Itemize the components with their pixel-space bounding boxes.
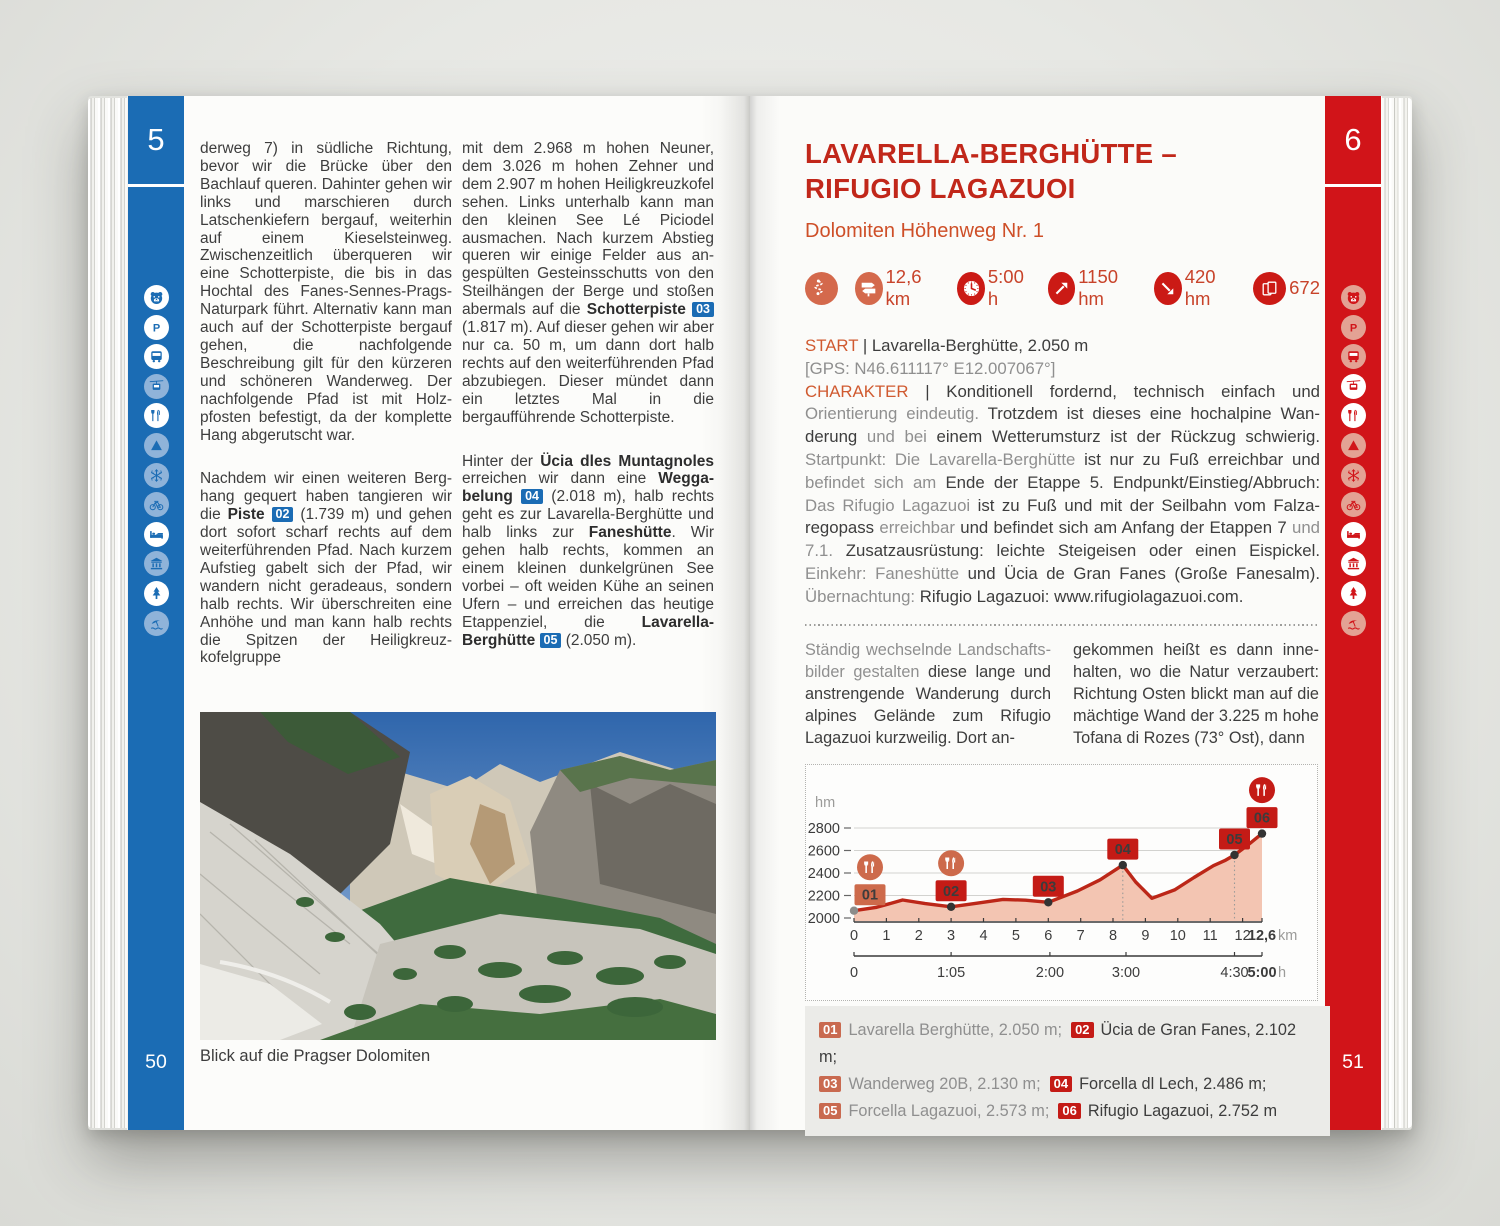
route-header [805, 136, 1320, 749]
bus-icon [1341, 344, 1366, 369]
bus-icon [144, 344, 169, 369]
page-stack-right [1382, 98, 1412, 1128]
svg-text:2600: 2600 [807, 843, 840, 860]
bike-icon [1341, 492, 1366, 517]
svg-text:0: 0 [849, 928, 859, 944]
svg-text:06: 06 [1253, 810, 1271, 827]
parking-icon [144, 315, 169, 340]
svg-text:4:30: 4:30 [1220, 965, 1249, 981]
tree-icon [144, 581, 169, 606]
svg-text:2: 2 [914, 928, 923, 944]
museum-icon [1341, 551, 1366, 576]
stage-number: 5 [147, 122, 165, 157]
stat-value: 1150 hm [1078, 266, 1119, 309]
text-column-1 [200, 140, 452, 693]
parking-icon [1341, 315, 1366, 340]
svg-text:0: 0 [849, 965, 859, 981]
right-sidebar [1325, 96, 1381, 1130]
svg-text:05: 05 [1226, 832, 1243, 848]
mountain-icon [1341, 433, 1366, 458]
route-description [200, 140, 714, 693]
legend-line [819, 1017, 1320, 1071]
svg-text:02: 02 [943, 883, 960, 900]
elevation-profile [805, 764, 1318, 1001]
bed-icon [144, 522, 169, 547]
stage-tab [1325, 96, 1381, 187]
paragraph: derweg 7) in südliche Richtung, bevor wir die Brücke über den Bachlauf queren. Dahinter gehen wir links und marschieren durch Latschenkiefern bergauf, weiterhin auf einem Kieselsteinweg. Zwischenzeitlich überqueren wir eine Schotterpiste, die bis in das Hochtal des Fanes-Sennes-Prags-Naturpark führt. Alternativ kann man auch auf der Schotterpiste bergauf gehen, die nachfolgende Beschreibung gilt für den kürzeren und schöneren Wanderweg. Der nachfolgende Pfad ist mit Holzpfosten befestigt, da der komplette Hang abgerutscht war. [200, 140, 452, 444]
right-page [750, 96, 1382, 1130]
route-subtitle: Dolomiten Höhenweg Nr. 1 [805, 220, 1045, 242]
route-body [805, 639, 1320, 749]
beach-icon [144, 611, 169, 636]
body-column-2: gekommen heißt es dann innehalten, wo die Natur verzaubert: Richtung Osten blickt man auf die mächtige Wand der 3.225 m hohe Tofana di Rozes (73° Ost), dann [1073, 640, 1319, 747]
svg-text:2200: 2200 [807, 888, 840, 905]
amenity-icons [128, 285, 184, 636]
text-column-2 [462, 140, 714, 693]
svg-text:7: 7 [1076, 928, 1085, 944]
amenity-icons [1325, 285, 1381, 636]
svg-text:2:00: 2:00 [1035, 965, 1065, 981]
waypoint-badge: 02 [1071, 1022, 1093, 1038]
left-page [127, 96, 750, 1130]
svg-text:3:00: 3:00 [1111, 965, 1141, 981]
svg-text:03: 03 [1040, 879, 1057, 896]
signpost-icon [855, 272, 883, 305]
stat-value: 5:00 h [987, 266, 1024, 309]
beach-icon [1341, 611, 1366, 636]
svg-text:5:00: 5:00 [1247, 965, 1277, 981]
waypoint-label: Rifugio Lagazuoi, 2.752 m [1087, 1102, 1278, 1120]
svg-text:2800: 2800 [807, 821, 840, 837]
stat-ascent [1048, 266, 1137, 310]
svg-text:2000: 2000 [807, 911, 840, 927]
snowflake-icon [1341, 463, 1366, 488]
route-info: START | Lavarella-Berghütte, 2.050 m [GPS: N46.611117° E12.007067°] CHARAKTER | Konditionell fordernd, technisch einfach und Orientierung eindeutig. Trotzdem ist dieses eine hochalpine Wanderung und bei einem Wetterumsturz ist der Rückzug schwierig. Startpunkt: Die Lavarella-Berghütte ist nur zu Fuß erreichbar und befindet sich am Ende der Etappe 5. Endpunkt/Einstieg/Abbruch: Das Rifugio Lagazuoi ist zu Fuß und mit der Seilbahn vom Falzaregopass erreichbar und befindet sich am Anfang der Etappen 7 und 7.1. Zusatzausrüstung: leichte Steigeisen oder einen Eispickel. Einkehr: Faneshütte und Ücia de Gran Fanes (Große Fanesalm). Übernachtung: Rifugio Lagazuoi: www.rifugiolagazuoi.com. [805, 336, 1321, 606]
route-title [805, 136, 1320, 206]
restaurant-icon [1341, 403, 1366, 428]
trail-photo [200, 712, 716, 1040]
waypoint-badge: 04 [521, 489, 543, 504]
mountain-icon [144, 433, 169, 458]
waypoint-badge: 04 [1050, 1076, 1072, 1092]
waypoint-badge: 03 [819, 1076, 841, 1092]
left-sidebar [128, 96, 184, 1130]
stat-descent [1154, 266, 1236, 310]
ascent-icon [1048, 272, 1076, 305]
waypoint-badge: 06 [1058, 1103, 1080, 1119]
page-number: 50 [145, 1051, 167, 1073]
restaurant-icon [144, 403, 169, 428]
pages-icon [1253, 272, 1286, 305]
svg-text:11: 11 [1202, 928, 1218, 944]
svg-text:km: km [1278, 928, 1298, 944]
svg-text:4: 4 [979, 928, 988, 944]
svg-text:hm: hm [815, 795, 836, 811]
guidebook-spread [88, 96, 1412, 1130]
clock-icon [957, 272, 984, 305]
svg-text:5: 5 [1011, 928, 1020, 944]
waypoint-label: Ücia de Gran Fanes, 2.102 m; [819, 1021, 1297, 1066]
svg-text:12,6: 12,6 [1247, 928, 1277, 944]
stat-pages [1253, 272, 1320, 305]
route-title-line2: RIFUGIO LAGAZUOI [805, 173, 1076, 204]
tree-icon [1341, 581, 1366, 606]
waypoint-legend [805, 1006, 1330, 1136]
svg-text:6: 6 [1044, 928, 1053, 944]
stat-value: 672 [1289, 277, 1321, 298]
svg-text:2400: 2400 [807, 866, 840, 882]
waypoint-label: Wanderweg 20B, 2.130 m; [848, 1075, 1041, 1093]
waypoint-label: Forcella Lagazuoi, 2.573 m; [848, 1102, 1050, 1120]
svg-text:P: P [152, 321, 160, 334]
stage-tab [128, 96, 184, 187]
waypoint-badge: 05 [819, 1103, 841, 1119]
stat-value: 420 hm [1184, 266, 1216, 309]
bike-icon [144, 492, 169, 517]
page-stack-left [88, 98, 127, 1128]
svg-text:1: 1 [882, 928, 891, 944]
descent-icon [1154, 272, 1182, 305]
stage-number: 6 [1344, 122, 1362, 157]
svg-text:P: P [1349, 321, 1357, 334]
trail-icon [805, 272, 838, 305]
waypoint-label: Forcella dl Lech, 2.486 m; [1079, 1075, 1267, 1093]
waypoint-badge: 05 [540, 633, 562, 648]
waypoint-badge: 02 [272, 507, 294, 522]
stats-row [805, 266, 1320, 310]
stat-trail [805, 272, 838, 305]
svg-text:h: h [1278, 965, 1287, 981]
waypoint-label: Lavarella Berghütte, 2.050 m; [848, 1021, 1063, 1039]
paragraph: Hinter der Ücia dles Muntagnoles erreichen wir dann eine Weggabelung 04 (2.018 m), halb rechts geht es zur Lavarella-Berghütte und halb links zur Faneshütte. Wir gehen halb rechts, kommen an einem kleinen dunkelgrünen See vorbei – oft weiden Kühe an seinen Ufern – und erreichen das heutige Etappenziel, die Lavarella-Berghütte 05 (2.050 m). [462, 452, 714, 649]
svg-text:1:05: 1:05 [936, 965, 966, 981]
stat-signpost [855, 266, 940, 310]
snowflake-icon [144, 463, 169, 488]
legend-line [819, 1071, 1320, 1098]
cable-car-icon [1341, 374, 1366, 399]
paragraph: mit dem 2.968 m hohen Neuner, dem 3.026 m hohen Zehner und dem 2.907 m hohen Heiligkreuzkofel sehen. Links unterhalb kann man den kleinen See Lé Piciodel ausmachen. Nach kurzem Abstieg queren wir einige Felder aus angespülten Gesteinsschutts von den Steilhängen der Berge und stoßen abermals auf die Schotterpiste 03 (1.817 m). Auf dieser gehen wir aber nur ca. 50 m, um dann dort halb rechts auf den weiterführenden Pfad abzubiegen. Dieser mündet dann ein letztes Mal in die bergaufführende Schotterpiste. [462, 140, 714, 426]
waypoint-badge: 03 [692, 302, 714, 317]
stat-value: 12,6 km [885, 266, 922, 309]
svg-text:3: 3 [947, 928, 956, 944]
svg-text:10: 10 [1169, 928, 1186, 944]
stat-clock [957, 266, 1030, 310]
svg-text:12: 12 [1234, 928, 1251, 944]
dotted-divider [805, 624, 1320, 626]
route-title-line1: LAVARELLA-BERGHÜTTE – [805, 138, 1177, 169]
paragraph: Nachdem wir einen weiteren Berghang gequert haben tangieren wir die Piste 02 (1.739 m) und gehen dort sofort scharf rechts auf dem weiterführenden Pfad. Nach kurzem Aufstieg gabelt sich der Pfad, wir wandern nicht geradeaus, sondern halb rechts. Wir überschreiten eine Anhöhe und man kann halb rechts die Spitzen der Heiligkreuzkofelgruppe [200, 470, 452, 667]
svg-text:8: 8 [1108, 928, 1118, 944]
cable-car-icon [144, 374, 169, 399]
page-number: 51 [1342, 1051, 1364, 1073]
museum-icon [144, 551, 169, 576]
bed-icon [1341, 522, 1366, 547]
svg-text:9: 9 [1141, 928, 1150, 944]
photo-caption: Blick auf die Pragser Dolomiten [200, 1047, 431, 1065]
teddy-bear-icon [1341, 285, 1366, 310]
legend-line [819, 1098, 1320, 1125]
teddy-bear-icon [144, 285, 169, 310]
body-column-1: Ständig wechselnde Landschaftsbilder gestalten diese lange und anstrengende Wanderung durch alpines Gelände zum Rifugio Lagazuoi kurzweilig. Dort an- [805, 640, 1051, 747]
waypoint-badge: 01 [819, 1022, 841, 1038]
svg-text:01: 01 [861, 887, 879, 904]
svg-text:04: 04 [1114, 842, 1131, 859]
